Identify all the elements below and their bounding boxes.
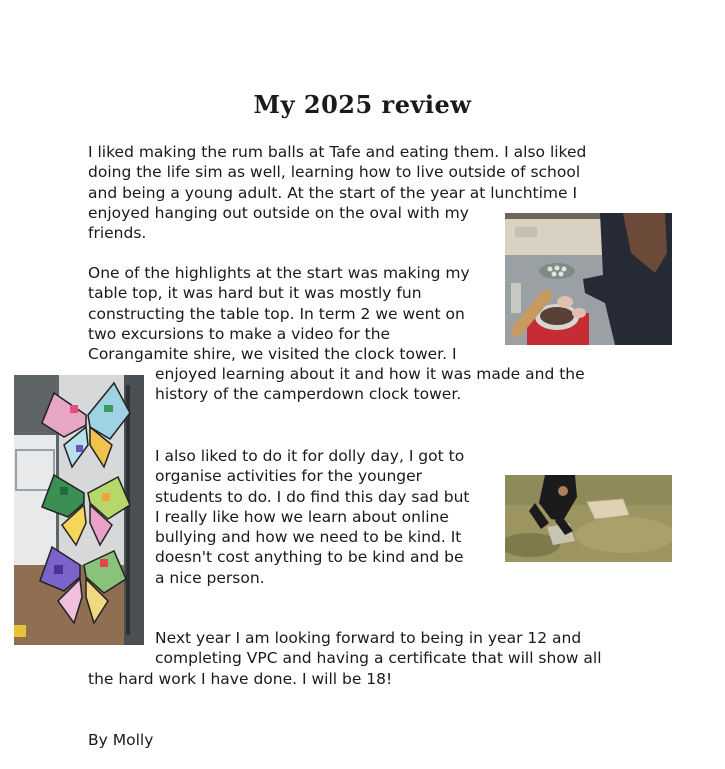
- page-title: My 2025 review: [253, 90, 472, 119]
- signature: By Molly: [88, 731, 154, 749]
- grass-photo: [505, 475, 672, 562]
- paragraph-next-year: Next year I am looking forward to being in year 12 and completing VPC and having a certificate that will show all: [155, 629, 602, 668]
- paragraph-table-top: One of the highlights at the start was making my table top, it was hard but it was mostly fun constructing the table top. In term 2 we went on two excursions to make a video for the Corangamite shire, we visited the clock tower. I: [88, 264, 470, 364]
- butterflies-photo: [14, 375, 144, 645]
- paragraph-clock-tower: enjoyed learning about it and how it was made and the history of the camperdown clock tower.: [155, 365, 585, 404]
- paragraph-dolly-day: I also liked to do it for dolly day, I got to organise activities for the younger students to do. I do find this day sad but I really like how we learn about online bullying and how we need to be kind. It doesn't cost anything to be kind and be a nice person.: [155, 447, 470, 587]
- paragraph-next-year-end: the hard work I have done. I will be 18!: [88, 670, 393, 688]
- paragraph-tafe: I liked making the rum balls at Tafe and eating them. I also liked doing the life sim as well, learning how to live outside of school and being a young adult. At the start of the year at lunchtime I enjoyed hanging out outside on the oval with my friends.: [88, 143, 587, 243]
- cooking-photo: [505, 213, 672, 345]
